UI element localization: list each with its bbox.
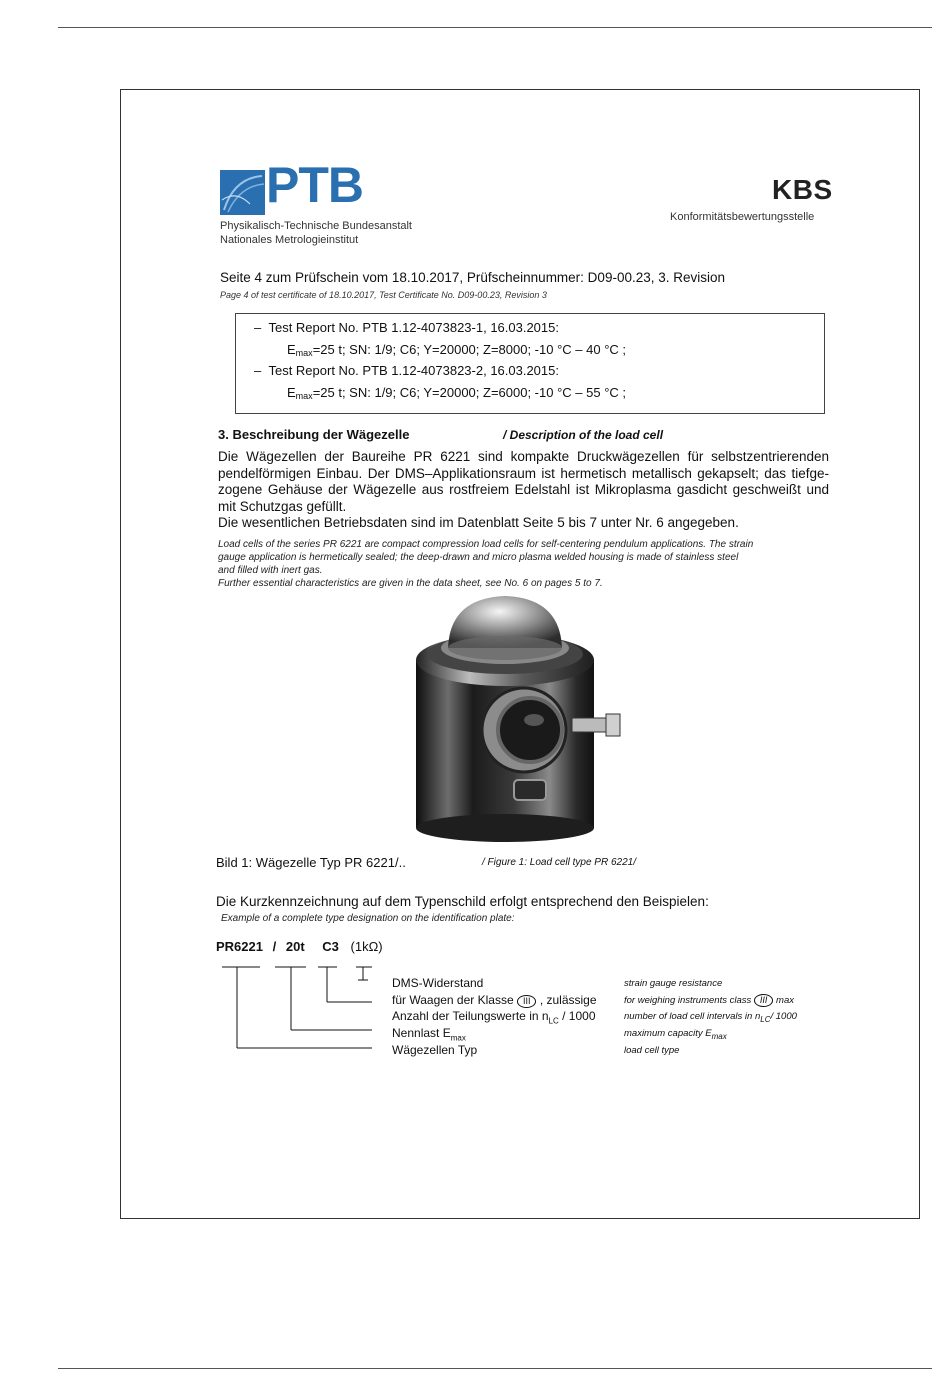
designation-item-de: Nennlast $E_{max}$ — [392, 1026, 466, 1043]
report-2-spec: Emax=25 t; SN: 1/9; C6; Y=20000; Z=6000; -10 °C – 55 °C ; — [287, 385, 627, 401]
report-1-title: – Test Report No. PTB 1.12-4073823-1, 16.03.2015: — [254, 320, 559, 335]
section-title-en: / Description of the load cell — [503, 428, 664, 442]
accuracy-class-symbol: III — [754, 994, 774, 1007]
institute-name: Physikalisch-Technische Bundesanstalt — [220, 220, 412, 232]
figure-caption: Bild 1: Wägezelle Typ PR 6221/.. — [216, 855, 406, 870]
accuracy-class-symbol: III — [517, 995, 537, 1008]
code-slash: / — [272, 939, 277, 954]
description-line: Die Wägezellen der Baureihe PR 6221 sind kompakte Druckwägezellen für selbstzentrierenden — [218, 449, 829, 464]
report-1-spec: Emax=25 t; SN: 1/9; C6; Y=20000; Z=8000; -10 °C – 40 °C ; — [287, 342, 627, 358]
designation-item-en: maximum capacity $E_{max}$ — [624, 1028, 727, 1041]
designation-item-en: strain gauge resistance — [624, 978, 723, 989]
page-reference: Seite 4 zum Prüfschein vom 18.10.2017, Prüfscheinnummer: D09-00.23, 3. Revision — [220, 270, 726, 285]
designation-intro-en: Example of a complete type designation on the identification plate: — [221, 913, 515, 924]
code-load: 20t — [285, 939, 305, 954]
page-reference-en: Page 4 of test certificate of 18.10.2017, Test Certificate No. D09-00.23, Revision 3 — [220, 290, 547, 300]
designation-item-de: für Waagen der Klasse III , zulässige — [392, 993, 597, 1007]
designation-item-en: load cell type — [624, 1045, 680, 1056]
designation-item-de: DMS-Widerstand — [392, 976, 484, 990]
code-type: PR6221 — [216, 939, 263, 954]
description-en-line: Load cells of the series PR 6221 are compact compression load cells for self-centering pendulum applications. The strain — [218, 539, 754, 550]
description-line: Die wesentlichen Betriebsdaten sind im Datenblatt Seite 5 bis 7 unter Nr. 6 angegeben. — [218, 515, 739, 530]
description-line: mit Schutzgas gefüllt. — [218, 498, 347, 514]
designation-intro: Die Kurzkennzeichnung auf dem Typenschild erfolgt entsprechend den Beispielen: — [216, 894, 709, 909]
kbs-subtitle: Konformitätsbewertungsstelle — [670, 211, 815, 223]
description-en-line: Further essential characteristics are given in the data sheet, see No. 6 on pages 5 to 7. — [218, 578, 603, 589]
code-resistance: (1kΩ) — [350, 939, 383, 954]
description-line: zogene Gehäuse der Wägezelle aus rostfreiem Edelstahl ist Mikroplasma gasdicht geschweißt und — [218, 482, 829, 497]
designation-item-de: Anzahl der Teilungswerte in $n_{LC} / 1000$ — [392, 1009, 596, 1026]
description-en-line: and filled with inert gas. — [218, 565, 323, 576]
description-en-line: gauge application is hermetically sealed; the deep-drawn and micro plasma welded housing is made of stainless steel — [218, 552, 739, 563]
figure-caption-en: / Figure 1: Load cell type PR 6221/ — [482, 857, 636, 868]
section-title: 3. Beschreibung der Wägezelle — [218, 427, 410, 442]
designation-item-de: Wägezellen Typ — [392, 1043, 478, 1057]
ptb-logo-text: PTB — [266, 157, 363, 213]
designation-item-en: for weighing instruments class III max — [624, 995, 794, 1006]
kbs-title: KBS — [772, 174, 833, 205]
description-line: pendelförmigen Einbau. Der DMS–Applikationsraum ist hermetisch metallisch gekapselt; das tiefge- — [218, 465, 829, 481]
designation-item-en: number of load cell intervals in $n_{LC}/$ 1000 — [624, 1011, 797, 1024]
institute-subtitle: Nationales Metrologieinstitut — [220, 234, 359, 246]
report-2-title: – Test Report No. PTB 1.12-4073823-2, 16.03.2015: — [254, 363, 559, 378]
code-class: C3 — [322, 939, 339, 954]
